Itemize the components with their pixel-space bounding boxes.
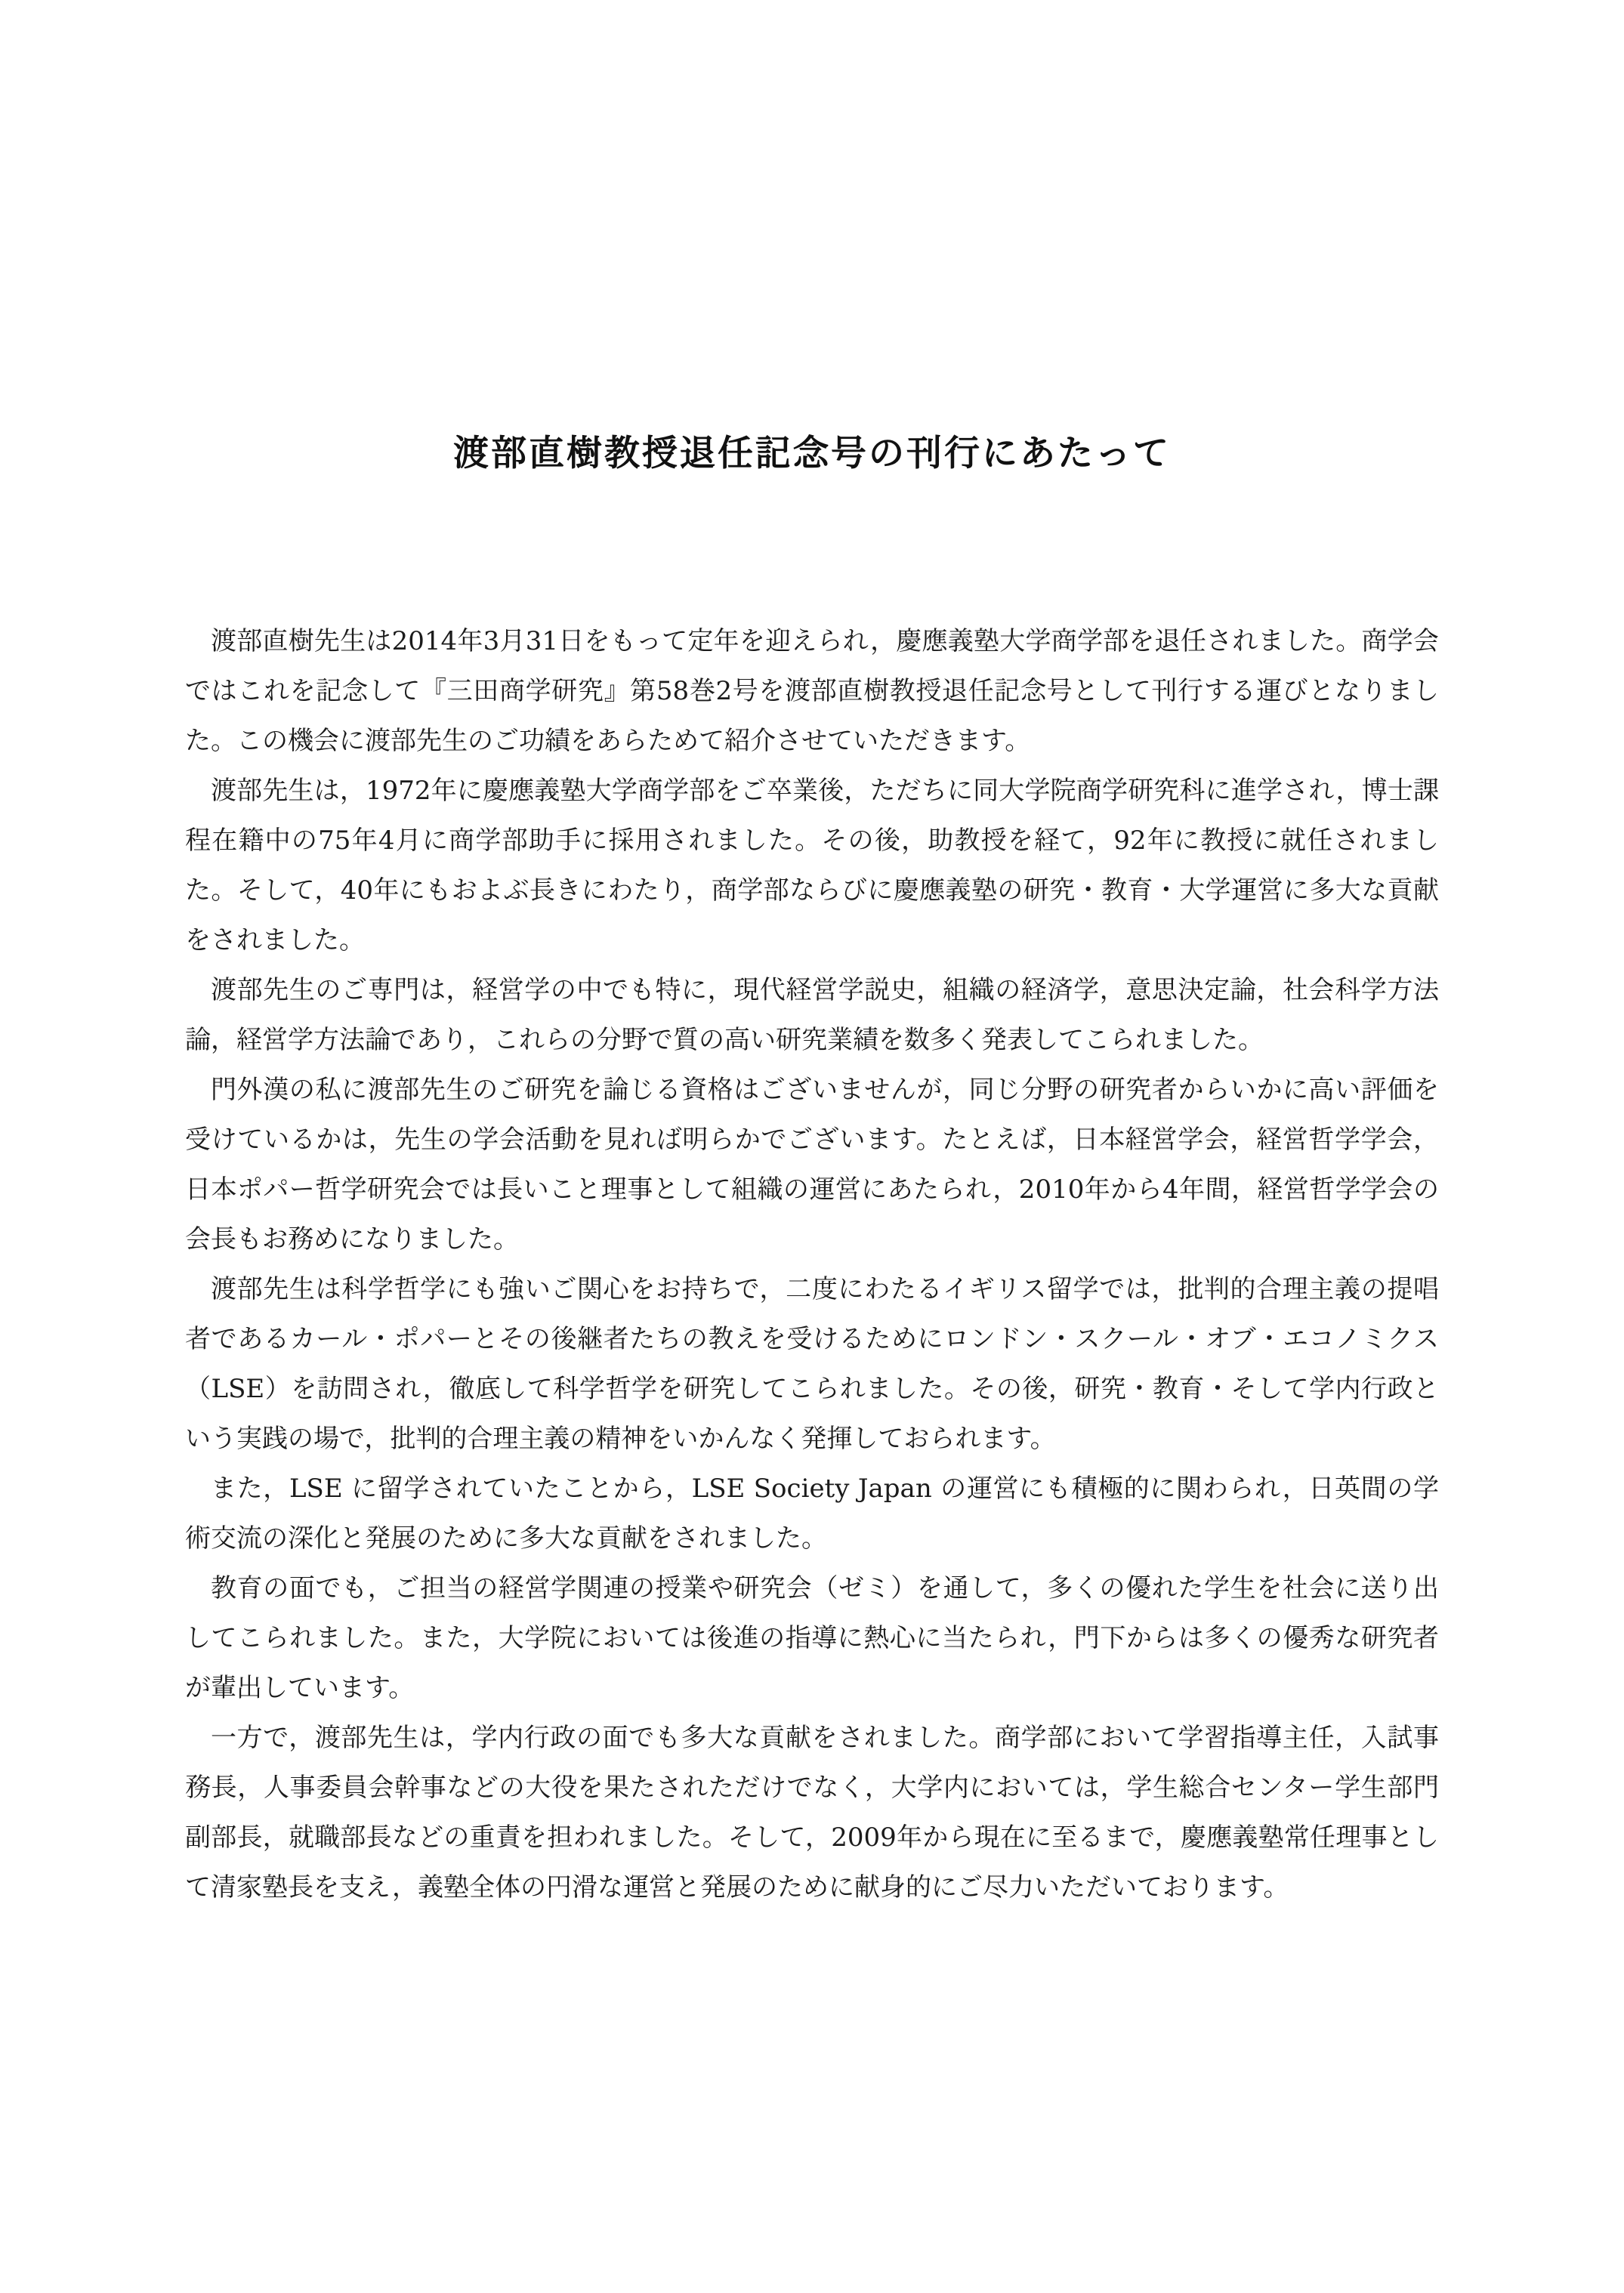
paragraph: 渡部直樹先生は2014年3月31日をもって定年を迎えられ，慶應義塾大学商学部を退任されました。商学会ではこれを記念して『三田商学研究』第58巻2号を渡部直樹教授退任記念号として刊行する運びとなりました。この機会に渡部先生のご功績をあらためて紹介させていただきます。 <box>185 626 1439 757</box>
paragraph: 門外漢の私に渡部先生のご研究を論じる資格はございませんが，同じ分野の研究者からいかに高い評価を受けているかは，先生の学会活動を見れば明らかでございます。たとえば，日本経営学会，経営哲学学会，日本ポパー哲学研究会では長いこと理事として組織の運営にあたられ，2010年から4年間，経営哲学学会の会長もお務めになりました。 <box>185 1075 1439 1255</box>
paragraph: 一方で，渡部先生は，学内行政の面でも多大な貢献をされました。商学部において学習指導主任，入試事務長，人事委員会幹事などの大役を果たされただけでなく，大学内においては，学生総合センター学生部門副部長，就職部長などの重責を担われました。そして，2009年から現在に至るまで，慶應義塾常任理事として清家塾長を支え，義塾全体の円滑な運営と発展のために献身的にご尽力いただいております。 <box>185 1723 1439 1903</box>
paragraph: 渡部先生は科学哲学にも強いご関心をお持ちで，二度にわたるイギリス留学では，批判的合理主義の提唱者であるカール・ポパーとその後継者たちの教えを受けるためにロンドン・スクール・オブ・エコノミクス（LSE）を訪問され，徹底して科学哲学を研究してこられました。その後，研究・教育・そして学内行政という実践の場で，批判的合理主義の精神をいかんなく発揮しておられます。 <box>185 1274 1439 1455</box>
paragraph: 渡部先生は，1972年に慶應義塾大学商学部をご卒業後，ただちに同大学院商学研究科に進学され，博士課程在籍中の75年4月に商学部助手に採用されました。その後，助教授を経て，92年に教授に就任されました。そして，40年にもおよぶ長きにわたり，商学部ならびに慶應義塾の研究・教育・大学運営に多大な貢献をされました。 <box>185 776 1439 956</box>
paragraph: また，LSE に留学されていたことから，LSE Society Japan の運営にも積極的に関わられ，日英間の学術交流の深化と発展のために多大な貢献をされました。 <box>185 1474 1439 1554</box>
document-body <box>185 616 1439 1912</box>
paragraph: 教育の面でも，ご担当の経営学関連の授業や研究会（ゼミ）を通して，多くの優れた学生を社会に送り出してこられました。また，大学院においては後進の指導に熱心に当たられ，門下からは多くの優秀な研究者が輩出しています。 <box>185 1573 1439 1704</box>
document-title: 渡部直樹教授退任記念号の刊行にあたって <box>453 433 1171 474</box>
paragraph: 渡部先生のご専門は，経営学の中でも特に，現代経営学説史，組織の経済学，意思決定論，社会科学方法論，経営学方法論であり，これらの分野で質の高い研究業績を数多く発表してこられました。 <box>185 975 1439 1056</box>
